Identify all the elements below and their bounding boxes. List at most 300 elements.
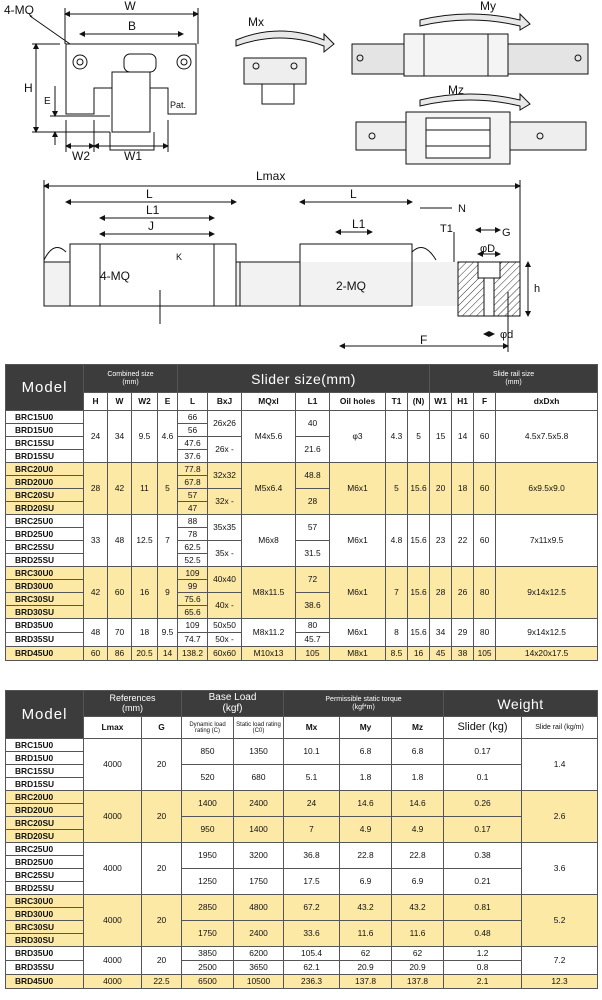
table-cell: 4.5x7.5x5.8 — [496, 411, 598, 463]
table-cell: 0.26 — [444, 791, 522, 817]
table-cell: 16 — [132, 567, 158, 619]
table-row — [6, 567, 598, 580]
table-row — [6, 975, 598, 989]
table-cell: 48 — [84, 619, 108, 647]
table-cell: 5.2 — [522, 895, 598, 947]
dim-j-label: J — [148, 219, 154, 233]
column-header: E — [158, 393, 178, 411]
table-cell: 15.6 — [408, 515, 430, 567]
table-cell: 137.8 — [340, 975, 392, 989]
table-cell: 21.6 — [296, 437, 330, 463]
table-cell: 9x14x12.5 — [496, 567, 598, 619]
table-cell: 8.5 — [386, 647, 408, 661]
table-cell: 12.3 — [522, 975, 598, 989]
table-cell: 70 — [108, 619, 132, 647]
table-cell: 7.2 — [522, 947, 598, 975]
table-row — [6, 691, 598, 717]
front-view — [30, 8, 198, 152]
table-cell: 62.1 — [284, 961, 340, 975]
table-row — [6, 895, 598, 908]
model-name: BRD30SU — [6, 606, 84, 619]
table-cell: 60x60 — [208, 647, 242, 661]
table-row — [6, 411, 598, 424]
table-cell: 1.8 — [340, 765, 392, 791]
table-row — [6, 647, 598, 661]
table-cell: 26x - — [208, 437, 242, 463]
dim-h-label: H — [24, 81, 33, 95]
table-row — [6, 843, 598, 856]
table-cell: 35x - — [208, 541, 242, 567]
table-cell: 24 — [84, 411, 108, 463]
table-cell: 43.2 — [340, 895, 392, 921]
table-cell: 60 — [84, 647, 108, 661]
model-name: BRD30U0 — [6, 580, 84, 593]
table-cell: 2850 — [182, 895, 234, 921]
column-header: W1 — [430, 393, 452, 411]
table-cell: 60 — [474, 515, 496, 567]
dim-4mq-label: 4-MQ — [4, 3, 34, 17]
table-cell: 15.6 — [408, 463, 430, 515]
column-header: BxJ — [208, 393, 242, 411]
combined-title: Combined size — [107, 371, 154, 379]
table-cell: 950 — [182, 817, 234, 843]
dim-d-label: φd — [500, 329, 514, 341]
load-weight-table — [5, 690, 598, 989]
model-name: BRD20U0 — [6, 476, 84, 489]
table-cell: 5 — [408, 411, 430, 463]
base-load-header-unit: (kgf) — [222, 702, 243, 714]
table-cell: 35x35 — [208, 515, 242, 541]
table-cell: 40x - — [208, 593, 242, 619]
column-header: F — [474, 393, 496, 411]
torque-my-label: My — [480, 0, 496, 13]
combined-unit: (mm) — [122, 378, 139, 386]
dim-w-label: W — [124, 0, 136, 13]
model-name: BRC15SU — [6, 765, 84, 778]
model-name: BRD15SU — [6, 778, 84, 791]
model-name: BRD25SU — [6, 554, 84, 567]
table-cell: 77.8 — [178, 463, 208, 476]
table-cell: 6.9 — [340, 869, 392, 895]
table-cell: 66 — [178, 411, 208, 424]
column-header: G — [142, 717, 182, 739]
table-cell: M8x11.2 — [242, 619, 296, 647]
table-cell: 2500 — [182, 961, 234, 975]
model-name: BRD25U0 — [6, 856, 84, 869]
dim-l1-side2-label: L1 — [352, 217, 366, 231]
slider-size-table — [5, 364, 598, 661]
torque-mz-label: Mz — [448, 83, 464, 97]
table-cell: 7x11x9.5 — [496, 515, 598, 567]
model-name: BRC30SU — [6, 921, 84, 934]
dim-n-label: N — [458, 203, 466, 215]
dim-2mq-label: 2-MQ — [336, 279, 366, 293]
column-header: W2 — [132, 393, 158, 411]
model-name: BRD45U0 — [6, 647, 84, 661]
table-cell: 0.81 — [444, 895, 522, 921]
table-cell: M8x1 — [330, 647, 386, 661]
table-cell: 3.6 — [522, 843, 598, 895]
table-cell: 850 — [182, 739, 234, 765]
model-name: BRD20SU — [6, 502, 84, 515]
table-cell: 137.8 — [392, 975, 444, 989]
model-name: BRD30U0 — [6, 908, 84, 921]
table-cell: 4000 — [84, 791, 142, 843]
model-name: BRD15U0 — [6, 424, 84, 437]
table-row — [6, 791, 598, 804]
table-cell: 2400 — [234, 791, 284, 817]
table-cell: 18 — [452, 463, 474, 515]
base-load-header-title: Base Load — [208, 692, 257, 703]
model-name: BRC30U0 — [6, 895, 84, 908]
table-cell: 43.2 — [392, 895, 444, 921]
column-header: Lmax — [84, 717, 142, 739]
table-cell: 2400 — [234, 921, 284, 947]
table-cell: 60 — [474, 463, 496, 515]
table-cell: φ3 — [330, 411, 386, 463]
table-cell: 14x20x17.5 — [496, 647, 598, 661]
model-name: BRD35SU — [6, 961, 84, 975]
mx-view — [236, 31, 334, 104]
table-cell: 236.3 — [284, 975, 340, 989]
table-cell: 20 — [142, 739, 182, 791]
table-cell: 1950 — [182, 843, 234, 869]
table-cell: 34 — [430, 619, 452, 647]
table-cell: 11.6 — [340, 921, 392, 947]
table-cell: 6.9 — [392, 869, 444, 895]
table-cell: 9.5 — [158, 619, 178, 647]
dim-4mq-side-label: 4-MQ — [100, 269, 130, 283]
rail-title: Slide rail size — [492, 371, 535, 379]
table-cell: 1400 — [234, 817, 284, 843]
table-cell: 20.9 — [340, 961, 392, 975]
table-cell: 38 — [452, 647, 474, 661]
table-cell: 7 — [158, 515, 178, 567]
table-cell: 56 — [178, 424, 208, 437]
table-row — [6, 393, 598, 411]
model-name: BRD30SU — [6, 934, 84, 947]
dim-b-label: B — [127, 19, 137, 33]
table-cell: 22 — [452, 515, 474, 567]
table-cell: 14.6 — [340, 791, 392, 817]
table-cell: 50x - — [208, 633, 242, 647]
table-cell: 1400 — [182, 791, 234, 817]
table-cell: 109 — [178, 619, 208, 633]
dim-g-label: G — [502, 227, 511, 239]
table-cell: 1250 — [182, 869, 234, 895]
table-cell: 109 — [178, 567, 208, 580]
model-name: BRC30SU — [6, 593, 84, 606]
table-cell: 40 — [296, 411, 330, 437]
dim-l-label: L — [146, 187, 153, 201]
table-cell: 31.5 — [296, 541, 330, 567]
dim-h-side-label: h — [534, 283, 541, 295]
table-cell: 10.1 — [284, 739, 340, 765]
model-name: BRD15U0 — [6, 752, 84, 765]
references-header — [84, 691, 182, 717]
table-cell: 4000 — [84, 739, 142, 791]
table-cell: 138.2 — [178, 647, 208, 661]
column-header: Oil holes — [330, 393, 386, 411]
column-header: dxDxh — [496, 393, 598, 411]
model-name: BRC30U0 — [6, 567, 84, 580]
table-cell: 4.9 — [392, 817, 444, 843]
table-cell: 14 — [452, 411, 474, 463]
table-cell: 0.17 — [444, 817, 522, 843]
table-cell: 80 — [474, 567, 496, 619]
column-header: H1 — [452, 393, 474, 411]
table-cell: M6x8 — [242, 515, 296, 567]
table-cell: 20 — [142, 791, 182, 843]
table-cell: 11 — [132, 463, 158, 515]
table-cell: 3850 — [182, 947, 234, 961]
table-row — [6, 619, 598, 633]
table-cell: 33 — [84, 515, 108, 567]
table-cell: 80 — [296, 619, 330, 633]
table-cell: 9 — [158, 567, 178, 619]
dim-w2-label: W2 — [72, 149, 90, 163]
table-cell: 62 — [392, 947, 444, 961]
table-cell: 45.7 — [296, 633, 330, 647]
table-cell: 37.6 — [178, 450, 208, 463]
model-name: BRC20SU — [6, 817, 84, 830]
dim-lmax-label: Lmax — [256, 169, 286, 183]
column-header: Mx — [284, 717, 340, 739]
table-cell: 11.6 — [392, 921, 444, 947]
table-cell: 6.8 — [392, 739, 444, 765]
table-cell: 48 — [108, 515, 132, 567]
table-cell: 4000 — [84, 843, 142, 895]
table-cell: 7 — [284, 817, 340, 843]
table-cell: 26 — [452, 567, 474, 619]
table-cell: 45 — [430, 647, 452, 661]
table-cell: M6x1 — [330, 567, 386, 619]
table-cell: 74.7 — [178, 633, 208, 647]
table-cell: 28 — [84, 463, 108, 515]
table-cell: 57 — [296, 515, 330, 541]
table-cell: 1350 — [234, 739, 284, 765]
table-cell: M6x1 — [330, 619, 386, 647]
table-cell: 20 — [142, 843, 182, 895]
technical-drawings — [0, 0, 602, 360]
table-cell: 62.5 — [178, 541, 208, 554]
dim-t1-label: T1 — [440, 223, 453, 235]
torque-header-title: Permissible static torque — [325, 696, 402, 704]
table-cell: 15 — [430, 411, 452, 463]
table-cell: 1750 — [182, 921, 234, 947]
table-cell: 16 — [408, 647, 430, 661]
table-cell: 3650 — [234, 961, 284, 975]
table-cell: 29 — [452, 619, 474, 647]
table-cell: 5 — [158, 463, 178, 515]
table-cell: M8x11.5 — [242, 567, 296, 619]
dim-f-label: F — [420, 333, 428, 347]
table-cell: 5 — [386, 463, 408, 515]
column-header: Slide rail (kg/m) — [522, 717, 598, 739]
slider-size-header: Slider size(mm) — [178, 365, 430, 393]
column-header: Dynamic load rating (C) — [182, 717, 234, 739]
dim-w1-label: W1 — [124, 149, 142, 163]
table-row — [6, 947, 598, 961]
table-cell: 20 — [430, 463, 452, 515]
table-cell: 0.17 — [444, 739, 522, 765]
table-cell: 1750 — [234, 869, 284, 895]
base-load-header — [182, 691, 284, 717]
table-cell: 4000 — [84, 947, 142, 975]
table-cell: 22.8 — [392, 843, 444, 869]
column-header: L1 — [296, 393, 330, 411]
table-cell: 62 — [340, 947, 392, 961]
table-cell: 72 — [296, 567, 330, 593]
table-cell: M6x1 — [330, 463, 386, 515]
table-cell: 20 — [142, 895, 182, 947]
table-cell: 20 — [142, 947, 182, 975]
dim-l-side2-label: L — [350, 187, 357, 201]
model-name: BRC15U0 — [6, 739, 84, 752]
model-name: BRC20U0 — [6, 791, 84, 804]
table-cell: 17.5 — [284, 869, 340, 895]
table-cell: 67.8 — [178, 476, 208, 489]
weight-header: Weight — [444, 691, 598, 717]
table-cell: 7 — [386, 567, 408, 619]
column-header: My — [340, 717, 392, 739]
model-name: BRC25SU — [6, 869, 84, 882]
table-cell: 4000 — [84, 895, 142, 947]
model-name: BRC25U0 — [6, 515, 84, 528]
table-cell: 22.5 — [142, 975, 182, 989]
table-cell: 38.6 — [296, 593, 330, 619]
table-cell: 78 — [178, 528, 208, 541]
table-cell: 34 — [108, 411, 132, 463]
table-cell: 6x9.5x9.0 — [496, 463, 598, 515]
model-name: BRD35U0 — [6, 947, 84, 961]
model-name: BRC20SU — [6, 489, 84, 502]
table-cell: 1.8 — [392, 765, 444, 791]
table-cell: 12.5 — [132, 515, 158, 567]
model-name: BRC15U0 — [6, 411, 84, 424]
model-name: BRD25U0 — [6, 528, 84, 541]
table-cell: 14 — [158, 647, 178, 661]
table-cell: 75.6 — [178, 593, 208, 606]
model-name: BRC20U0 — [6, 463, 84, 476]
table-cell: 0.48 — [444, 921, 522, 947]
table-cell: 24 — [284, 791, 340, 817]
model-name: BRC15SU — [6, 437, 84, 450]
table-cell: 80 — [474, 619, 496, 647]
table-cell: 18 — [132, 619, 158, 647]
table-cell: 23 — [430, 515, 452, 567]
table-cell: 0.1 — [444, 765, 522, 791]
table-cell: 60 — [108, 567, 132, 619]
table-cell: 28 — [296, 489, 330, 515]
table-cell: 105 — [474, 647, 496, 661]
table-cell: 4.8 — [386, 515, 408, 567]
patent-label: Pat. — [170, 100, 187, 110]
table-cell: 6200 — [234, 947, 284, 961]
table-cell: 14.6 — [392, 791, 444, 817]
table-cell: 4.6 — [158, 411, 178, 463]
table-cell: M4x5.6 — [242, 411, 296, 463]
column-header: H — [84, 393, 108, 411]
table-cell: 6500 — [182, 975, 234, 989]
table-cell: 32x - — [208, 489, 242, 515]
table-cell: 67.2 — [284, 895, 340, 921]
table-cell: 4000 — [84, 975, 142, 989]
table-cell: 3200 — [234, 843, 284, 869]
model-name: BRD25SU — [6, 882, 84, 895]
table-row — [6, 463, 598, 476]
column-header: W — [108, 393, 132, 411]
dim-k-label: K — [176, 252, 183, 262]
table-cell: 4800 — [234, 895, 284, 921]
table-cell: 36.8 — [284, 843, 340, 869]
table-cell: 47.6 — [178, 437, 208, 450]
table-cell: 2.6 — [522, 791, 598, 843]
table-cell: 4.9 — [340, 817, 392, 843]
table-cell: 20.5 — [132, 647, 158, 661]
table-cell: 65.6 — [178, 606, 208, 619]
table-cell: 40x40 — [208, 567, 242, 593]
table-cell: 99 — [178, 580, 208, 593]
table-row — [6, 717, 598, 739]
column-header: MQxl — [242, 393, 296, 411]
table-cell: 6.8 — [340, 739, 392, 765]
table-cell: 20.9 — [392, 961, 444, 975]
my-view — [352, 14, 588, 76]
table-cell: 0.8 — [444, 961, 522, 975]
table-cell: 86 — [108, 647, 132, 661]
side-view — [44, 180, 528, 352]
column-header: L — [178, 393, 208, 411]
torque-mx-label: Mx — [248, 15, 264, 29]
table-cell: 22.8 — [340, 843, 392, 869]
column-header: Mz — [392, 717, 444, 739]
table-cell: 1.2 — [444, 947, 522, 961]
table-cell: 88 — [178, 515, 208, 528]
column-header: Static load rating (C0) — [234, 717, 284, 739]
references-header-title: References — [109, 693, 156, 704]
dim-e-label: E — [44, 96, 51, 107]
references-header-unit: (mm) — [122, 702, 143, 713]
table-cell: 4.3 — [386, 411, 408, 463]
model-name: BRD45U0 — [6, 975, 84, 989]
table-cell: M6x1 — [330, 515, 386, 567]
model-header: Model — [6, 365, 84, 411]
dim-l1-label: L1 — [146, 203, 160, 217]
table-cell: 52.5 — [178, 554, 208, 567]
table-cell: 48.8 — [296, 463, 330, 489]
table-cell: 47 — [178, 502, 208, 515]
torque-header — [284, 691, 444, 717]
table-cell: 33.6 — [284, 921, 340, 947]
model-name: BRC25SU — [6, 541, 84, 554]
table-cell: 10500 — [234, 975, 284, 989]
model-name: BRD15SU — [6, 450, 84, 463]
model-header: Model — [6, 691, 84, 739]
table-cell: M5x6.4 — [242, 463, 296, 515]
table-cell: 0.38 — [444, 843, 522, 869]
table-row — [6, 515, 598, 528]
torque-header-unit: (kgf*m) — [352, 703, 375, 711]
table-cell: 2.1 — [444, 975, 522, 989]
table-cell: 15.6 — [408, 619, 430, 647]
table-cell: 60 — [474, 411, 496, 463]
table-cell: 42 — [84, 567, 108, 619]
model-name: BRD20SU — [6, 830, 84, 843]
dim-od-label: φD — [480, 243, 496, 255]
model-name: BRC25U0 — [6, 843, 84, 856]
combined-size-header — [84, 365, 178, 393]
